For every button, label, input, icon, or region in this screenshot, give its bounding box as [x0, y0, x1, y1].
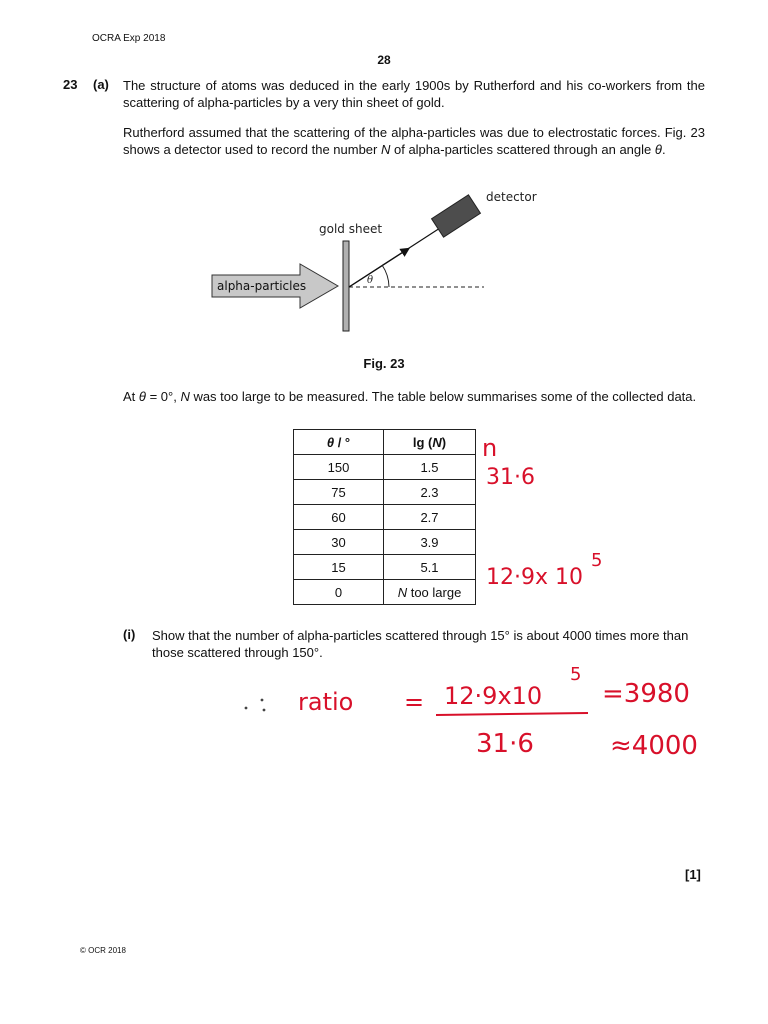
question-para3: At θ = 0°, N was too large to be measured. The table below summarises some of the collected data.	[123, 389, 697, 404]
subquestion-label: (i)	[123, 627, 136, 642]
question-number: 23	[63, 77, 78, 92]
cell-theta: 0	[294, 580, 384, 605]
hand-denominator: 31·6	[476, 729, 534, 759]
theta-label: θ	[367, 275, 374, 286]
hand-n: n	[482, 434, 498, 462]
cell-theta: 60	[294, 505, 384, 530]
header-note: OCRA Exp 2018	[92, 33, 166, 44]
alpha-particles-label: alpha-particles	[217, 279, 307, 293]
cell-lgn: 1.5	[384, 455, 476, 480]
header-lgn: lg (N)	[384, 430, 476, 455]
question-part: (a)	[93, 77, 109, 92]
hand-numerator: 12·9x10	[444, 682, 543, 710]
hand-equals: =	[404, 688, 425, 716]
cell-lgn: N too large	[384, 580, 476, 605]
cell-lgn: 2.3	[384, 480, 476, 505]
question-intro: The structure of atoms was deduced in the early 1900s by Rutherford and his co-workers from the scattering of alpha-particles by a very thin sheet of gold.	[123, 78, 705, 110]
detector-label: detector	[486, 190, 537, 204]
cell-theta: 150	[294, 455, 384, 480]
footer-copyright: © OCR 2018	[80, 946, 126, 955]
cell-theta: 75	[294, 480, 384, 505]
hand-value-15: 12·9x 10	[486, 565, 583, 590]
hand-value-150: 31·6	[486, 465, 535, 490]
hand-value-15-exp: 5	[591, 550, 603, 571]
cell-theta: 30	[294, 530, 384, 555]
cell-lgn: 2.7	[384, 505, 476, 530]
marks-label: [1]	[685, 867, 701, 882]
hand-numerator-exp: 5	[570, 664, 582, 685]
cell-lgn: 5.1	[384, 555, 476, 580]
hand-approx: ≈4000	[610, 731, 698, 761]
cell-lgn: 3.9	[384, 530, 476, 555]
cell-theta: 15	[294, 555, 384, 580]
header-theta: θ / °	[294, 430, 384, 455]
gold-sheet-label: gold sheet	[319, 222, 383, 236]
question-para2: Rutherford assumed that the scattering of the alpha-particles was due to electrostatic forces. Fig. 23 shows a detector used to record the number N of alpha-particles scattered through an angle θ.	[123, 125, 705, 157]
subquestion-text: Show that the number of alpha-particles scattered through 15° is about 4000 times more than those scattered through 150°.	[152, 628, 689, 660]
hand-ratio: ratio	[298, 688, 354, 716]
page-number: 28	[377, 53, 391, 67]
hand-result: =3980	[602, 679, 690, 709]
figure-caption: Fig. 23	[363, 356, 405, 371]
hand-fraction-bar	[436, 713, 588, 715]
